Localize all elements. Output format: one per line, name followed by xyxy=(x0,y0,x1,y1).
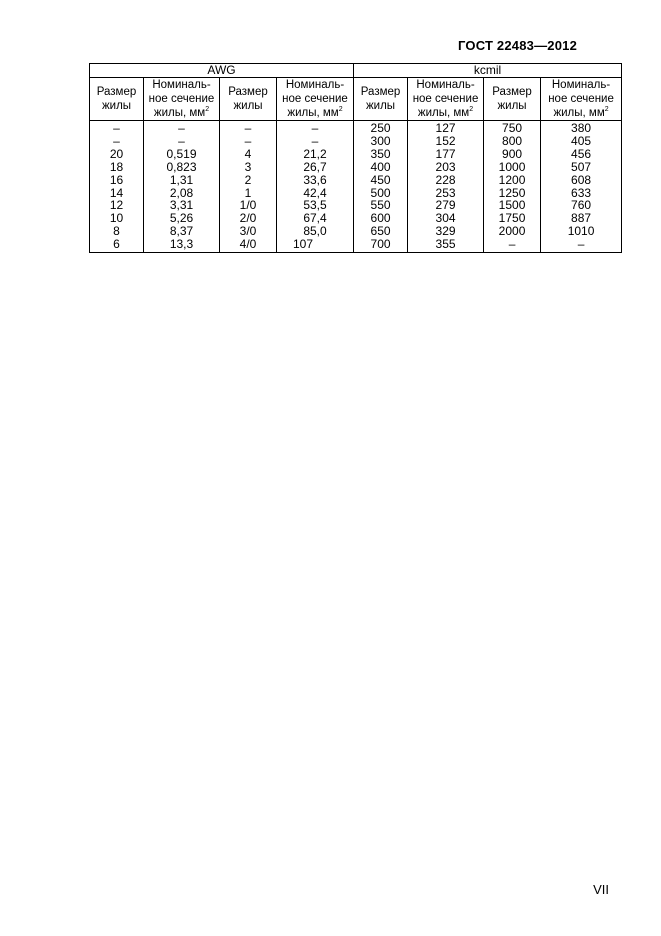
table-cell: – xyxy=(277,121,354,135)
table-cell: 4 xyxy=(220,148,277,161)
column-header-text: жилы xyxy=(101,100,132,112)
table-cell: – xyxy=(484,238,541,252)
table-cell: 127 xyxy=(408,121,484,135)
table-cell: 633 xyxy=(541,187,622,200)
table-cell: 67,4 xyxy=(277,212,354,225)
group-header-kcmil: kcmil xyxy=(354,64,622,78)
table-cell: 1 xyxy=(220,187,277,200)
table-cell: 250 xyxy=(354,121,408,135)
column-header-text xyxy=(277,106,353,120)
table-cell: 53,5 xyxy=(277,199,354,212)
table-cell: 5,26 xyxy=(144,212,220,225)
column-header-text: ное сечение xyxy=(148,93,215,105)
table-cell: 550 xyxy=(354,199,408,212)
column-header-text xyxy=(144,106,219,120)
table-cell: 1200 xyxy=(484,174,541,187)
table-cell: 1,31 xyxy=(144,174,220,187)
column-header-text: Номиналь- xyxy=(551,79,611,91)
column-header-text: Номиналь- xyxy=(285,79,345,91)
unit-text: жилы, мм xyxy=(287,107,339,119)
table-cell: 13,3 xyxy=(144,238,220,252)
table-cell: – xyxy=(277,135,354,148)
column-header-text: жилы xyxy=(233,100,263,112)
table-cell: 380 xyxy=(541,121,622,135)
table-row xyxy=(90,238,622,252)
column-header-text: ное сечение xyxy=(282,93,348,105)
table-row xyxy=(90,174,622,187)
column-header-size xyxy=(220,78,277,121)
table-cell: 85,0 xyxy=(277,225,354,238)
column-header-section xyxy=(408,78,484,121)
table-cell: 400 xyxy=(354,161,408,174)
table-cell: 608 xyxy=(541,174,622,187)
table-cell: 0,519 xyxy=(144,148,220,161)
unit-text: жилы, мм xyxy=(417,107,470,119)
table-cell: 456 xyxy=(541,148,622,161)
table-cell: 16 xyxy=(90,174,144,187)
table-cell: 6 xyxy=(90,238,144,252)
table-cell: 3,31 xyxy=(144,199,220,212)
table-cell: – xyxy=(90,135,144,148)
table-cell: 329 xyxy=(408,225,484,238)
column-header-text: Номиналь- xyxy=(152,79,211,91)
table-cell: 0,823 xyxy=(144,161,220,174)
table-row xyxy=(90,148,622,161)
table-cell: 1250 xyxy=(484,187,541,200)
table-cell: 279 xyxy=(408,199,484,212)
unit-text: жилы, мм xyxy=(553,107,605,119)
table-cell: – xyxy=(541,238,622,252)
table-cell: 760 xyxy=(541,199,622,212)
table-cell: 2/0 xyxy=(220,212,277,225)
table-cell: 1500 xyxy=(484,199,541,212)
table-cell: 203 xyxy=(408,161,484,174)
column-header-text: ное сечение xyxy=(548,93,614,105)
table-cell: 26,7 xyxy=(277,161,354,174)
column-header-section xyxy=(277,78,354,121)
table-cell: 405 xyxy=(541,135,622,148)
column-header-size xyxy=(484,78,541,121)
table-cell: 1750 xyxy=(484,212,541,225)
table-cell: 450 xyxy=(354,174,408,187)
table-cell: 253 xyxy=(408,187,484,200)
table-cell: 8 xyxy=(90,225,144,238)
table-row xyxy=(90,135,622,148)
table-cell: 507 xyxy=(541,161,622,174)
group-header-awg: AWG xyxy=(90,64,354,78)
table-cell: 1000 xyxy=(484,161,541,174)
column-header-section xyxy=(144,78,220,121)
table-cell: 3/0 xyxy=(220,225,277,238)
table-row xyxy=(90,161,622,174)
unit-superscript: 2 xyxy=(205,106,210,114)
table-cell: 10 xyxy=(90,212,144,225)
column-header-text: жилы xyxy=(497,100,527,112)
table-cell: – xyxy=(90,121,144,135)
table-cell: – xyxy=(220,135,277,148)
table-cell: 2,08 xyxy=(144,187,220,200)
table-cell: 887 xyxy=(541,212,622,225)
unit-text: жилы, мм xyxy=(153,107,206,119)
table-cell: 14 xyxy=(90,187,144,200)
table-cell: 12 xyxy=(90,199,144,212)
table-cell: 800 xyxy=(484,135,541,148)
page-number: VII xyxy=(593,882,609,897)
column-header-text xyxy=(541,106,621,120)
document-header: ГОСТ 22483—2012 xyxy=(458,38,577,53)
column-header-text: Размер xyxy=(96,86,137,98)
table-cell: 107 xyxy=(277,238,354,252)
table-cell: 300 xyxy=(354,135,408,148)
table-cell: 1/0 xyxy=(220,199,277,212)
table-row xyxy=(90,121,622,135)
column-header-text: ное сечение xyxy=(412,93,479,105)
column-header-text: Размер xyxy=(228,86,268,98)
table-cell: 228 xyxy=(408,174,484,187)
table-cell: 1010 xyxy=(541,225,622,238)
awg-kcmil-conversion-table xyxy=(89,63,622,253)
column-header-text xyxy=(408,106,483,120)
column-header-size xyxy=(90,78,144,121)
table-cell: 500 xyxy=(354,187,408,200)
table-cell: – xyxy=(144,135,220,148)
table-cell: – xyxy=(220,121,277,135)
table-cell: 152 xyxy=(408,135,484,148)
table-cell: 3 xyxy=(220,161,277,174)
table-cell: 177 xyxy=(408,148,484,161)
table-cell: 2 xyxy=(220,174,277,187)
table-cell: 21,2 xyxy=(277,148,354,161)
table-cell: 900 xyxy=(484,148,541,161)
table-cell: 304 xyxy=(408,212,484,225)
table-cell: 2000 xyxy=(484,225,541,238)
table-cell: – xyxy=(144,121,220,135)
table-cell: 18 xyxy=(90,161,144,174)
table-cell: 700 xyxy=(354,238,408,252)
unit-superscript: 2 xyxy=(338,106,343,114)
column-header-text: жилы xyxy=(365,100,396,112)
table-cell: 4/0 xyxy=(220,238,277,252)
column-header-text: Размер xyxy=(360,86,401,98)
table-cell: 650 xyxy=(354,225,408,238)
column-header-section xyxy=(541,78,622,121)
table-cell: 350 xyxy=(354,148,408,161)
column-header-size xyxy=(354,78,408,121)
table-cell: 355 xyxy=(408,238,484,252)
table-cell: 20 xyxy=(90,148,144,161)
unit-superscript: 2 xyxy=(604,106,609,114)
table-cell: 42,4 xyxy=(277,187,354,200)
table-cell: 33,6 xyxy=(277,174,354,187)
column-header-text: Номиналь- xyxy=(416,79,475,91)
table-cell: 600 xyxy=(354,212,408,225)
unit-superscript: 2 xyxy=(469,106,474,114)
table-cell: 8,37 xyxy=(144,225,220,238)
column-header-text: Размер xyxy=(492,86,532,98)
table-cell: 750 xyxy=(484,121,541,135)
